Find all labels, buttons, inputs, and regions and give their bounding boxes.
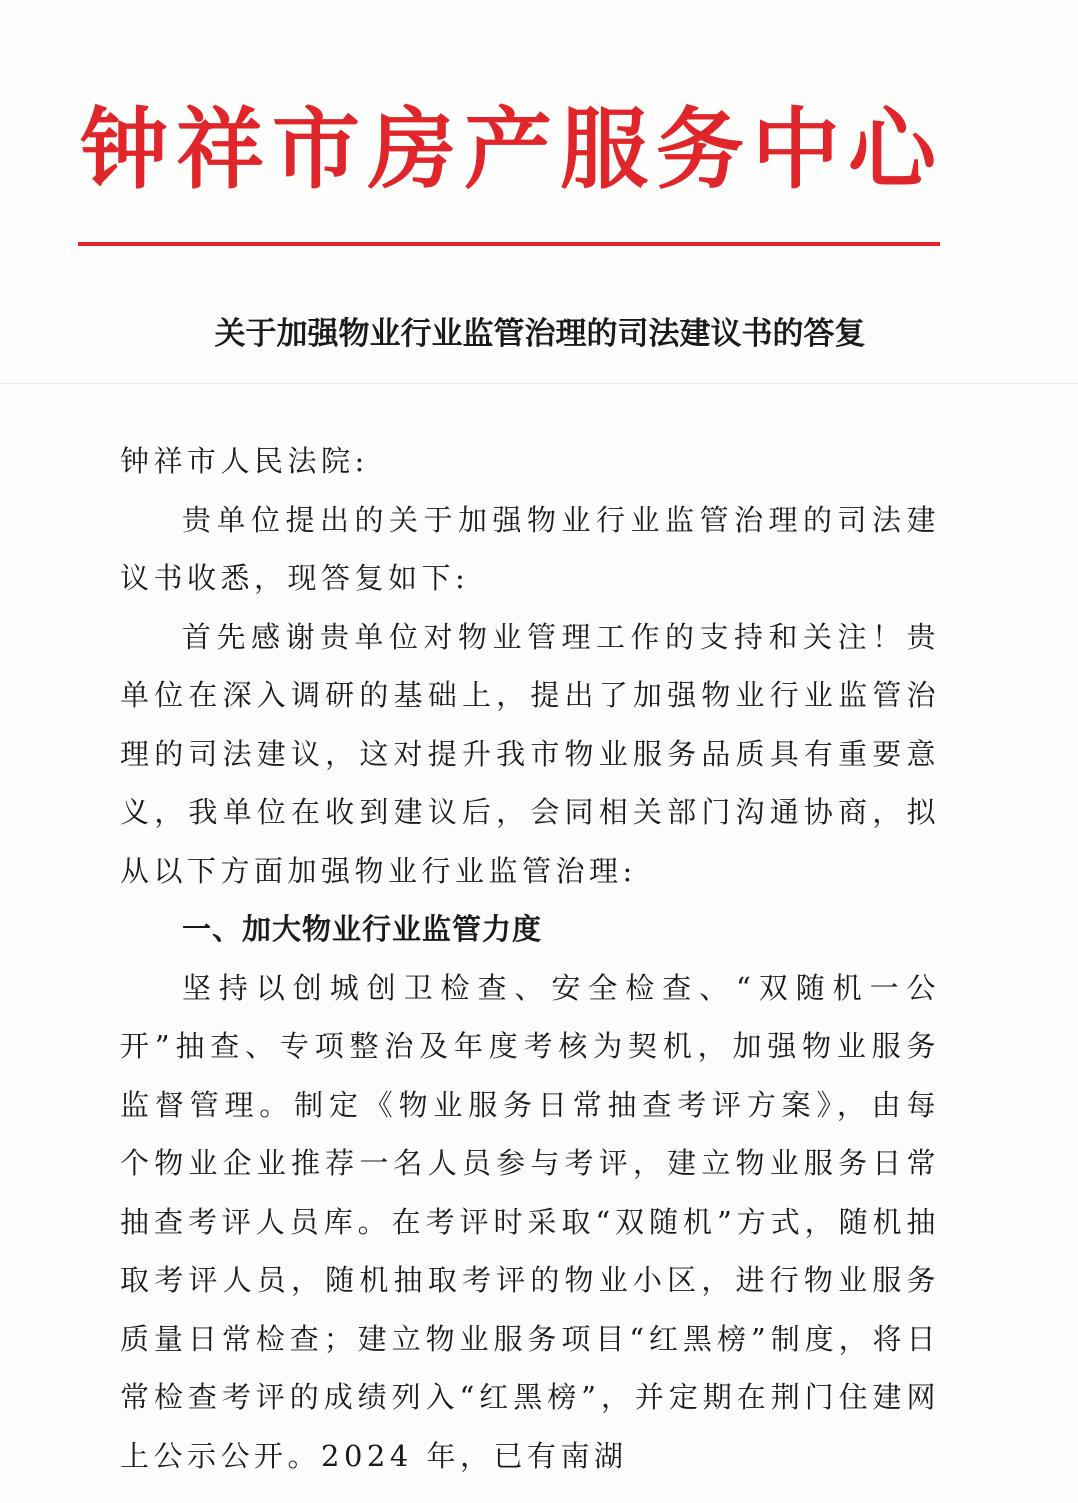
scan-artifact xyxy=(0,383,1078,384)
section-paragraph-1: 坚持以创城创卫检查、安全检查、“双随机一公开”抽查、专项整治及年度考核为契机，加强物业服务监督管理。制定《物业服务日常抽查考评方案》，由每个物业企业推荐一名人员参与考评，建立物业服务日常抽查考评人员库。在考评时采取“双随机”方式，随机抽取考评人员，随机抽取考评的物业小区，进行物业服务质量日常检查；建立物业服务项目“红黑榜”制度，将日常检查考评的成绩列入“红黑榜”，并定期在荆门住建网上公示公开。2024 年，已有南湖 xyxy=(120,970,940,1473)
body-paragraph-2: 首先感谢贵单位对物业管理工作的支持和关注！贵单位在深入调研的基础上，提出了加强物业行业监管治理的司法建议，这对提升我市物业服务品质具有重要意义，我单位在收到建议后，会同相关部门沟通协商，拟从以下方面加强物业行业监管治理: xyxy=(120,619,940,888)
body-paragraph-1: 贵单位提出的关于加强物业行业监管治理的司法建议书收悉，现答复如下: xyxy=(120,502,940,595)
document-title: 关于加强物业行业监管治理的司法建议书的答复 xyxy=(214,316,866,352)
letterhead-red-rule xyxy=(78,242,940,246)
letterhead-org-name: 钟祥市房产服务中心 xyxy=(80,98,945,201)
section-heading-1: 一、加大物业行业监管力度 xyxy=(182,912,543,946)
document-body xyxy=(120,432,940,1485)
salutation: 钟祥市人民法院: xyxy=(120,444,369,478)
